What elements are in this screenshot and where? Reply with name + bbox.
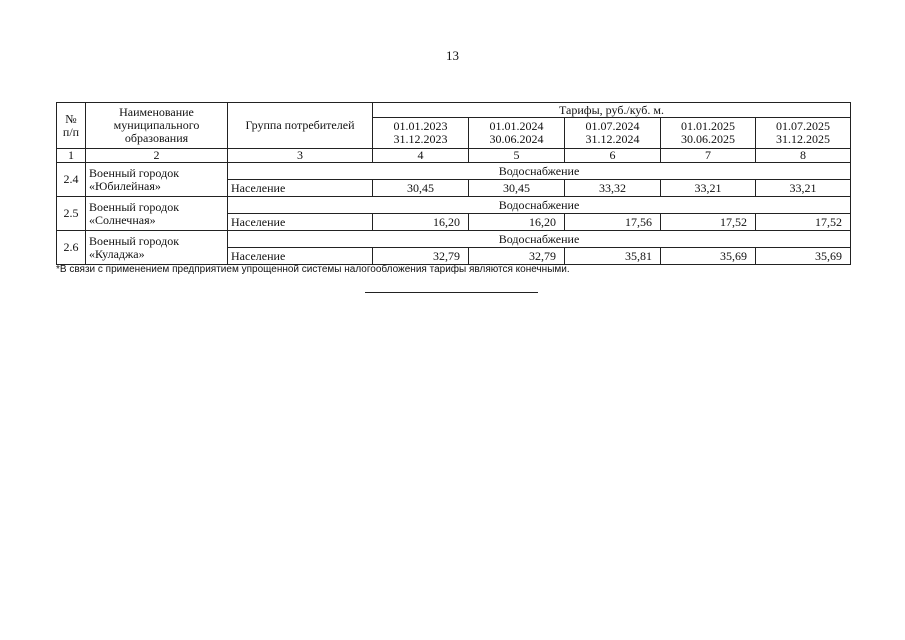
tariff-value: 17,52 <box>756 214 851 231</box>
row-municipality: Военный городок «Юбилейная» <box>86 163 228 197</box>
column-number: 5 <box>469 149 565 163</box>
tariff-value: 30,45 <box>373 180 469 197</box>
column-number: 8 <box>756 149 851 163</box>
end-divider <box>365 292 538 293</box>
header-period: 01.01.2025 30.06.2025 <box>661 118 756 149</box>
table-row <box>57 197 851 214</box>
tariff-value: 16,20 <box>469 214 565 231</box>
row-group: Население <box>228 180 373 197</box>
tariff-value: 16,20 <box>373 214 469 231</box>
tariff-value: 33,21 <box>756 180 851 197</box>
column-number: 3 <box>228 149 373 163</box>
column-number: 2 <box>86 149 228 163</box>
header-num: № п/п <box>57 103 86 149</box>
table-row <box>57 163 851 180</box>
footnote: *В связи с применением предприятием упрощенной системы налогообложения тарифы являются конечными. <box>56 264 570 275</box>
tariff-value: 17,52 <box>661 214 756 231</box>
column-number: 6 <box>565 149 661 163</box>
tariff-table <box>56 102 851 265</box>
row-municipality: Военный городок «Куладжа» <box>86 231 228 265</box>
tariff-value: 32,79 <box>373 248 469 265</box>
column-number: 1 <box>57 149 86 163</box>
row-num: 2.6 <box>57 231 86 265</box>
row-service: Водоснабжение <box>228 231 851 248</box>
row-service: Водоснабжение <box>228 197 851 214</box>
row-num: 2.4 <box>57 163 86 197</box>
tariff-value: 35,69 <box>756 248 851 265</box>
tariff-value: 17,56 <box>565 214 661 231</box>
header-period: 01.01.2024 30.06.2024 <box>469 118 565 149</box>
header-period: 01.07.2025 31.12.2025 <box>756 118 851 149</box>
header-tariffs: Тарифы, руб./куб. м. <box>373 103 851 118</box>
row-num: 2.5 <box>57 197 86 231</box>
tariff-value: 33,21 <box>661 180 756 197</box>
header-consumer-group: Группа потребителей <box>228 103 373 149</box>
row-municipality: Военный городок «Солнечная» <box>86 197 228 231</box>
page-number: 13 <box>446 48 459 63</box>
tariff-value: 30,45 <box>469 180 565 197</box>
tariff-value: 33,32 <box>565 180 661 197</box>
header-municipality: Наименование муниципального образования <box>86 103 228 149</box>
header-period: 01.07.2024 31.12.2024 <box>565 118 661 149</box>
table-row <box>57 231 851 248</box>
tariff-value: 35,69 <box>661 248 756 265</box>
column-number: 7 <box>661 149 756 163</box>
tariff-value: 35,81 <box>565 248 661 265</box>
row-group: Население <box>228 214 373 231</box>
row-group: Население <box>228 248 373 265</box>
tariff-value: 32,79 <box>469 248 565 265</box>
column-number: 4 <box>373 149 469 163</box>
header-period: 01.01.2023 31.12.2023 <box>373 118 469 149</box>
row-service: Водоснабжение <box>228 163 851 180</box>
